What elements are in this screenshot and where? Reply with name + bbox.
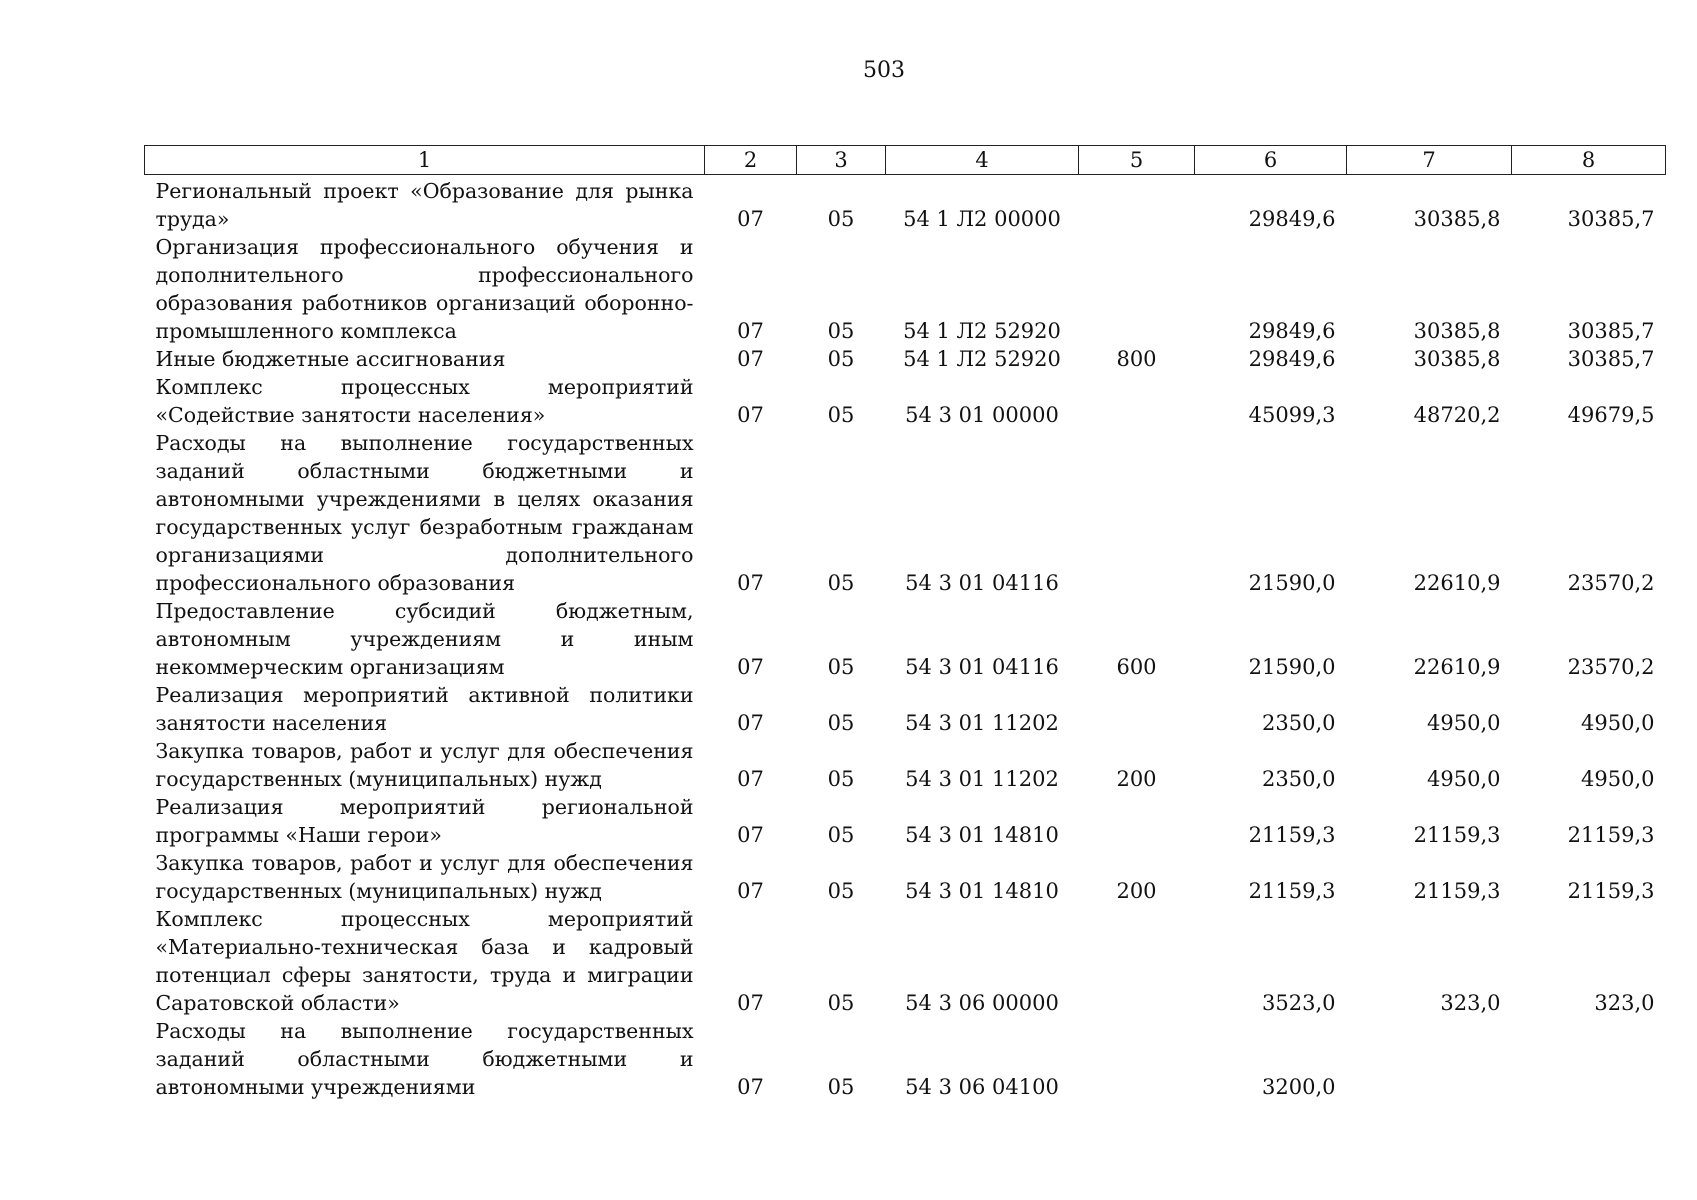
row-target-code: 54 3 06 00000	[905, 991, 1059, 1015]
row-expense-type	[1079, 175, 1195, 234]
row-value-8: 21159,3	[1567, 823, 1655, 847]
row-name: Комплекс процессных мероприятий «Материально-техническая база и кадровый потенциал сферы занятости, труда и миграции Саратовской области»	[155, 907, 694, 1015]
row-value-6: 45099,3	[1248, 403, 1336, 427]
table-header	[145, 146, 1666, 175]
header-col-7: 7	[1347, 146, 1512, 175]
row-expense-type	[1079, 373, 1195, 429]
row-name: Предоставление субсидий бюджетным, автономным учреждениям и иным некоммерческим организациям	[155, 599, 694, 679]
row-value-7: 22610,9	[1413, 655, 1501, 679]
row-value-7: 48720,2	[1413, 403, 1501, 427]
budget-table	[144, 145, 1666, 1101]
row-subsection: 05	[827, 207, 855, 231]
row-value-8: 30385,7	[1567, 207, 1655, 231]
table-row	[145, 905, 1666, 1017]
page-number: 503	[863, 58, 905, 83]
row-target-code: 54 1 Л2 52920	[903, 319, 1061, 343]
row-name: Закупка товаров, работ и услуг для обеспечения государственных (муниципальных) нужд	[155, 739, 694, 791]
row-expense-type	[1079, 233, 1195, 345]
row-value-6: 3523,0	[1262, 991, 1336, 1015]
row-section: 07	[737, 767, 764, 791]
row-subsection: 05	[827, 655, 855, 679]
row-name: Расходы на выполнение государственных заданий областными бюджетными и автономными учреждениями	[155, 1019, 694, 1099]
table-row	[145, 597, 1666, 681]
header-col-5: 5	[1079, 146, 1195, 175]
table-row	[145, 175, 1666, 234]
row-subsection: 05	[827, 711, 855, 735]
row-value-7: 323,0	[1440, 991, 1501, 1015]
row-value-8: 21159,3	[1567, 879, 1655, 903]
row-section: 07	[737, 319, 764, 343]
row-value-7: 4950,0	[1427, 767, 1501, 791]
row-name: Организация профессионального обучения и дополнительного профессионального образования работников организаций оборонно-промышленного комплекса	[155, 235, 694, 343]
header-col-2: 2	[705, 146, 797, 175]
row-expense-type	[1079, 681, 1195, 737]
row-section: 07	[737, 571, 764, 595]
table-row	[145, 793, 1666, 849]
row-value-6: 21590,0	[1248, 571, 1336, 595]
row-section: 07	[737, 823, 764, 847]
row-value-8: 49679,5	[1567, 403, 1655, 427]
row-target-code: 54 1 Л2 00000	[903, 207, 1061, 231]
table-row	[145, 1017, 1666, 1101]
row-value-8: 323,0	[1594, 991, 1655, 1015]
row-target-code: 54 3 01 04116	[905, 571, 1059, 595]
row-value-6: 21590,0	[1248, 655, 1336, 679]
row-expense-type	[1079, 429, 1195, 597]
row-expense-type	[1079, 1017, 1195, 1101]
row-section: 07	[737, 879, 764, 903]
row-target-code: 54 1 Л2 52920	[903, 347, 1061, 371]
row-value-7	[1347, 1017, 1512, 1101]
row-value-7: 21159,3	[1413, 823, 1501, 847]
row-value-8: 23570,2	[1567, 571, 1655, 595]
row-value-6: 29849,6	[1248, 319, 1336, 343]
row-subsection: 05	[827, 1075, 855, 1099]
table-row	[145, 849, 1666, 905]
row-value-8	[1512, 1017, 1666, 1101]
row-target-code: 54 3 01 00000	[905, 403, 1059, 427]
table-row	[145, 681, 1666, 737]
row-expense-type	[1079, 793, 1195, 849]
row-name: Реализация мероприятий активной политики занятости населения	[155, 683, 694, 735]
row-subsection: 05	[827, 991, 855, 1015]
row-section: 07	[737, 991, 764, 1015]
row-target-code: 54 3 01 14810	[905, 879, 1059, 903]
header-col-8: 8	[1512, 146, 1666, 175]
table-row	[145, 345, 1666, 373]
row-value-7: 30385,8	[1413, 347, 1501, 371]
row-value-8: 30385,7	[1567, 347, 1655, 371]
row-section: 07	[737, 655, 764, 679]
row-value-8: 4950,0	[1581, 711, 1655, 735]
row-value-7: 22610,9	[1413, 571, 1501, 595]
row-target-code: 54 3 01 11202	[905, 767, 1059, 791]
row-name: Комплекс процессных мероприятий «Содействие занятости населения»	[155, 375, 694, 427]
row-subsection: 05	[827, 319, 855, 343]
row-value-8: 4950,0	[1581, 767, 1655, 791]
row-value-6: 21159,3	[1248, 879, 1336, 903]
row-name: Реализация мероприятий региональной программы «Наши герои»	[155, 795, 694, 847]
row-subsection: 05	[827, 347, 855, 371]
row-value-6: 2350,0	[1262, 711, 1336, 735]
row-expense-type: 200	[1116, 767, 1157, 791]
table-body	[145, 175, 1666, 1102]
header-col-1: 1	[145, 146, 705, 175]
header-row	[145, 146, 1666, 175]
row-target-code: 54 3 01 04116	[905, 655, 1059, 679]
row-value-7: 30385,8	[1413, 319, 1501, 343]
header-col-4: 4	[886, 146, 1079, 175]
row-expense-type: 600	[1116, 655, 1157, 679]
row-value-7: 4950,0	[1427, 711, 1501, 735]
row-value-6: 2350,0	[1262, 767, 1336, 791]
row-subsection: 05	[827, 403, 855, 427]
row-name: Иные бюджетные ассигнования	[155, 347, 506, 371]
row-subsection: 05	[827, 767, 855, 791]
row-target-code: 54 3 01 11202	[905, 711, 1059, 735]
row-value-6: 29849,6	[1248, 207, 1336, 231]
row-expense-type: 200	[1116, 879, 1157, 903]
row-subsection: 05	[827, 823, 855, 847]
row-name: Расходы на выполнение государственных заданий областными бюджетными и автономными учреждениями в целях оказания государственных услуг безработным гражданам организациями дополнительного профессионального образования	[155, 431, 694, 595]
row-value-6: 29849,6	[1248, 347, 1336, 371]
row-target-code: 54 3 06 04100	[905, 1075, 1059, 1099]
row-subsection: 05	[827, 879, 855, 903]
row-name: Закупка товаров, работ и услуг для обеспечения государственных (муниципальных) нужд	[155, 851, 694, 903]
row-name: Региональный проект «Образование для рынка труда»	[155, 179, 694, 231]
row-target-code: 54 3 01 14810	[905, 823, 1059, 847]
table-row	[145, 429, 1666, 597]
row-section: 07	[737, 403, 764, 427]
row-value-8: 23570,2	[1567, 655, 1655, 679]
table-row	[145, 373, 1666, 429]
row-value-7: 21159,3	[1413, 879, 1501, 903]
row-expense-type: 800	[1116, 347, 1157, 371]
table-row	[145, 737, 1666, 793]
row-section: 07	[737, 711, 764, 735]
row-value-7: 30385,8	[1413, 207, 1501, 231]
row-value-6: 3200,0	[1262, 1075, 1336, 1099]
row-expense-type	[1079, 905, 1195, 1017]
row-section: 07	[737, 1075, 764, 1099]
row-section: 07	[737, 347, 764, 371]
row-value-8: 30385,7	[1567, 319, 1655, 343]
header-col-6: 6	[1195, 146, 1347, 175]
row-value-6: 21159,3	[1248, 823, 1336, 847]
row-section: 07	[737, 207, 764, 231]
table-row	[145, 233, 1666, 345]
header-col-3: 3	[797, 146, 886, 175]
row-subsection: 05	[827, 571, 855, 595]
